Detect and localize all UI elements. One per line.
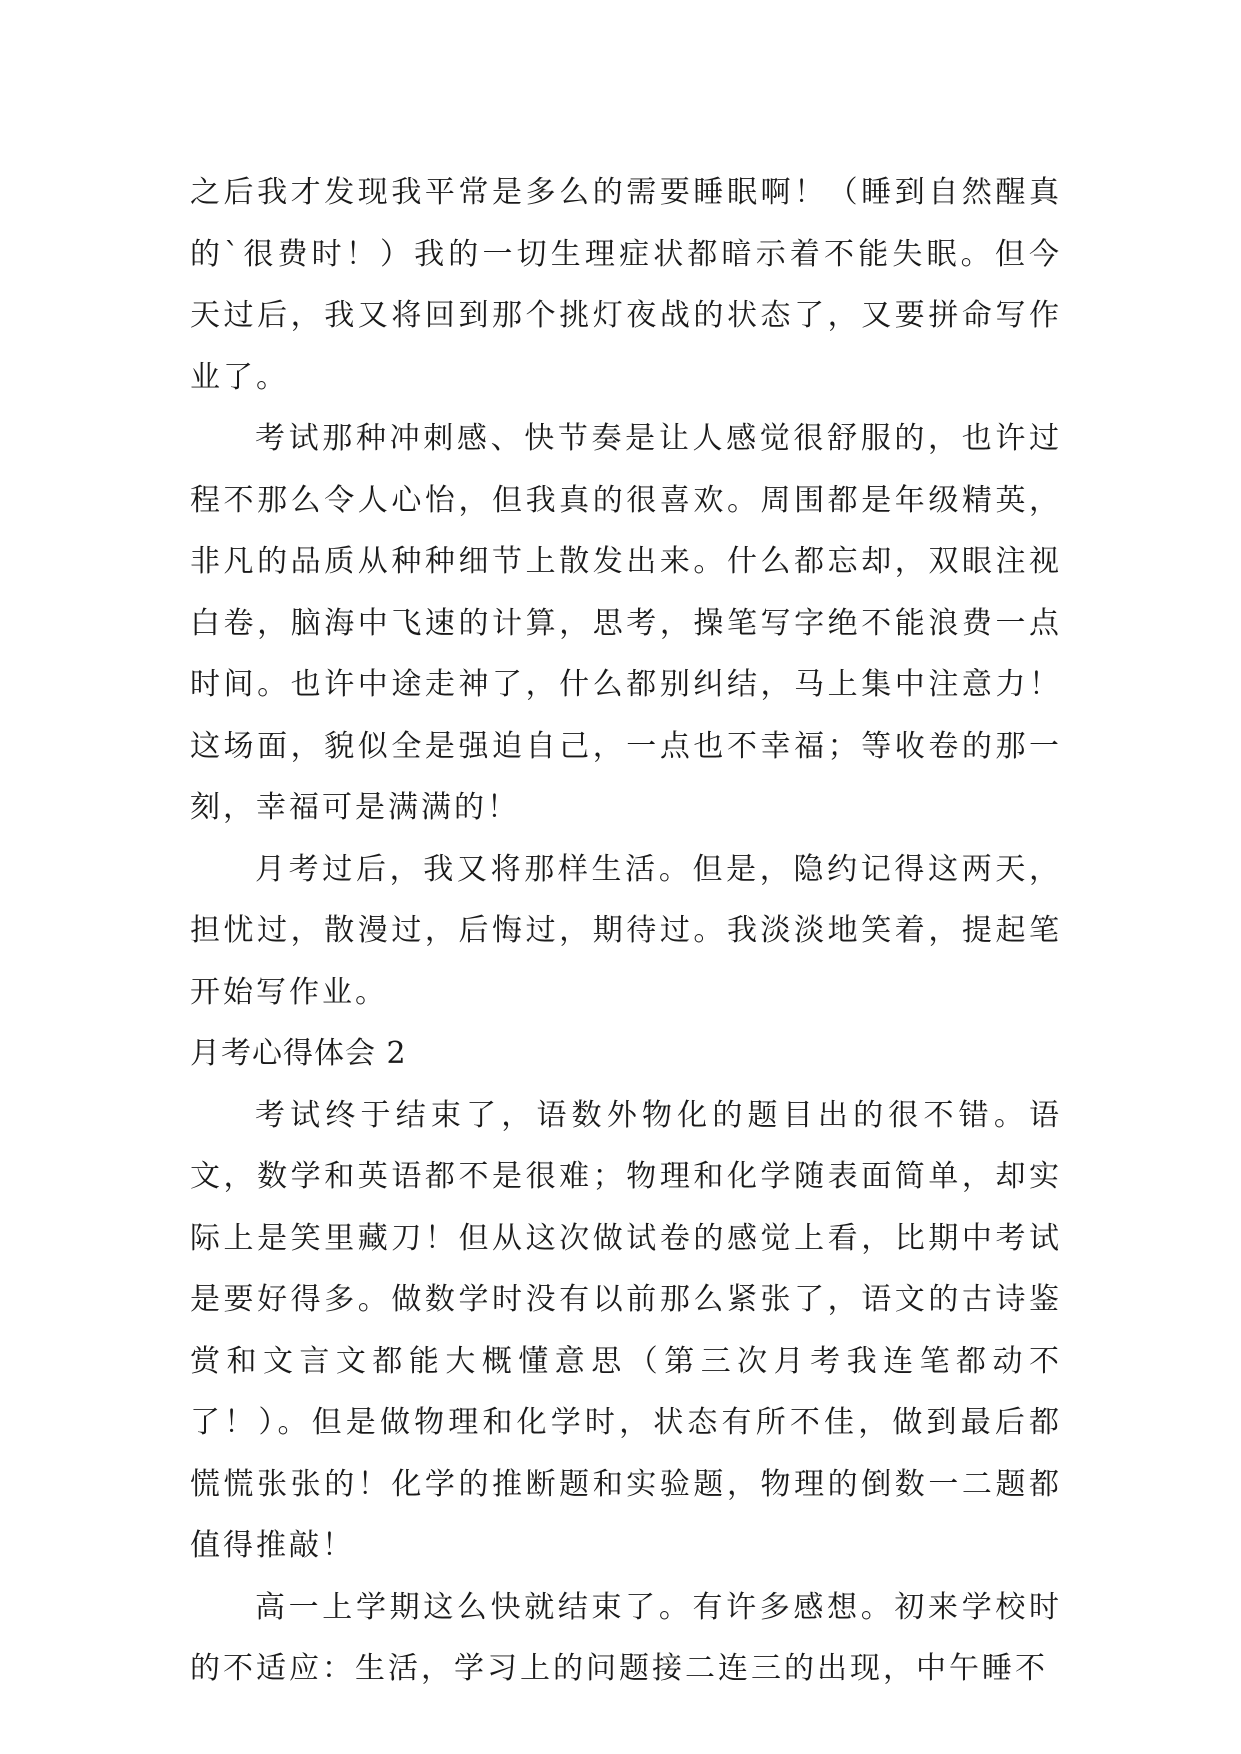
paragraph-4: 考试终于结束了，语数外物化的题目出的很不错。语文，数学和英语都不是很难；物理和化学随表面简单，却实际上是笑里藏刀！但从这次做试卷的感觉上看，比期中考试是要好得多。做数学时没有以前那么紧张了，语文的古诗鉴赏和文言文都能大概懂意思（第三次月考我连笔都动不了！）。但是做物理和化学时，状态有所不佳，做到最后都慌慌张张的！化学的推断题和实验题，物理的倒数一二题都值得推敲！ — [190, 1097, 1062, 1563]
paragraph-5: 高一上学期这么快就结束了。有许多感想。初来学校时的不适应：生活，学习上的问题接二连三的出现，中午睡不 — [190, 1589, 1062, 1686]
document-body — [190, 162, 1062, 1700]
section-heading: 月考心得体会 2 — [190, 1036, 407, 1071]
paragraph-2: 考试那种冲刺感、快节奏是让人感觉很舒服的，也许过程不那么令人心怡，但我真的很喜欢。周围都是年级精英，非凡的品质从种种细节上散发出来。什么都忘却，双眼注视白卷，脑海中飞速的计算，思考，操笔写字绝不能浪费一点时间。也许中途走神了，什么都别纠结，马上集中注意力！这场面，貌似全是强迫自己，一点也不幸福；等收卷的那一刻，幸福可是满满的！ — [190, 421, 1062, 825]
paragraph-1: 之后我才发现我平常是多么的需要睡眠啊！（睡到自然醒真的`很费时！）我的一切生理症状都暗示着不能失眠。但今天过后，我又将回到那个挑灯夜战的状态了，又要拼命写作业了。 — [190, 175, 1062, 395]
paragraph-3: 月考过后，我又将那样生活。但是，隐约记得这两天，担忧过，散漫过，后悔过，期待过。我淡淡地笑着，提起笔开始写作业。 — [190, 851, 1062, 1010]
